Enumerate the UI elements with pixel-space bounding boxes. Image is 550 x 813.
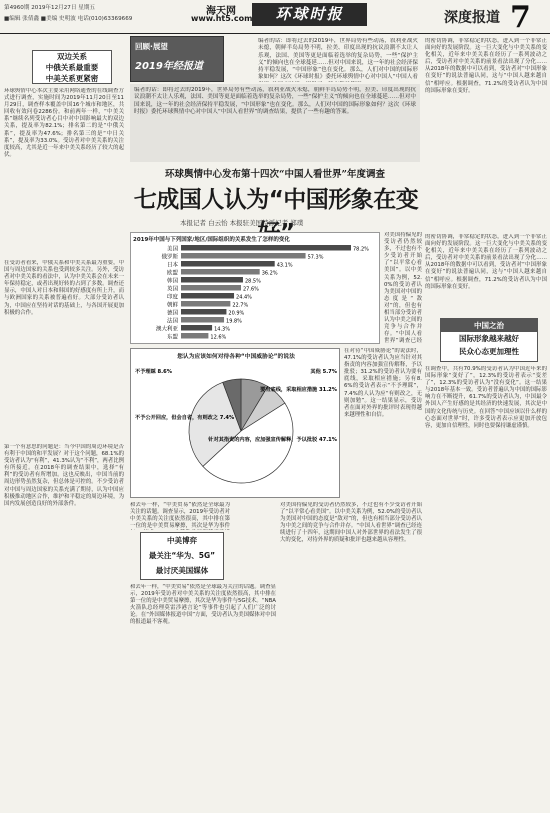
- bar-label: 朝鲜: [166, 302, 178, 309]
- bar-chart-svg: [131, 243, 381, 343]
- bar: [181, 261, 275, 267]
- bar-value-label: 24.4%: [236, 294, 252, 301]
- bar-value-label: 78.2%: [353, 246, 369, 253]
- issue-line: 第4960期 2019年12月27日 星期五: [4, 5, 96, 11]
- newspaper-header: [0, 0, 550, 34]
- bar-chart-title: 2019年中国与下列国家/地区/国际组织的关系发生了怎样的变化: [133, 237, 290, 243]
- pie-chart: [130, 348, 340, 498]
- bar: [181, 317, 224, 323]
- bilateral-box-title-3: 中美关系更紧密: [45, 74, 99, 83]
- bar-value-label: 20.9%: [228, 310, 245, 317]
- right-box-title-2: 国际形象越来越好: [459, 334, 519, 343]
- site-url: www.ht5.com: [191, 14, 253, 23]
- bar-label: 德国: [166, 310, 178, 317]
- bar-label: 法国: [166, 318, 178, 325]
- bilateral-box-title-2: 中俄关系最重要: [45, 63, 99, 72]
- retro-banner: [130, 36, 224, 82]
- left-lower-body: 第一个有意思的问题是：当今中国的周边环境是否有利于中国的和平发展？对于这个问题，68.1%的受访者认为“有利”，41.3%认为“不利”，两者比例有所接近。在2018年的调查结果中，选择“有利”的受访者有所增加。这也反映出，中国当前的周边形势虽然复杂，但总体是可控的。不少受访者对中国与周边国家的关系充满了期待，认为中国应积极推动地区合作，维护和平稳定的周边环境，为国内发展创造良好的外部条件。: [4, 444, 124, 507]
- left-column-body: 环球舆情中心本次主要采用网络通查的在线调查方式进行调查，实施时间为2019年11月20日至11月29日，调查样本覆盖中国16个城市和地区，共回收有效问卷2286份。和前两年一样，“中美关系”继续名列受访者心目中对中国影响最大的双边关系，提及率为82.1%；排名第二的是“中俄关系”，提及率为47.6%；排名第三的是“中日关系”，提及率为33.0%。受访者对中美关系的关注度较高，尤其是近一年来中美关系经历了较大的起伏。: [4, 88, 124, 158]
- bilateral-box-title-1: 双边关系: [57, 52, 87, 61]
- right-box-title-1: 中国之治: [441, 319, 537, 332]
- bar-value-label: 36.2%: [261, 270, 278, 277]
- bar: [181, 245, 351, 251]
- bar-value-label: 12.6%: [210, 334, 227, 341]
- right-upper-body: 的密切协调，非常稳定的状态，进入到一个非常正面向好的发展阶段。这一巨大变化与中美关系的变化相关，近年来中美关系在经历了一系列波动之后，受访者对中美关系的前景看法出现了分化……从2018年的数据中可以看到，受访者对“中国形象在变好”的说法普遍认同，这与“中国人越来越自信”相呼应。根据调查，71.2%的受访者认为中国的国际形象在变好。: [425, 38, 547, 94]
- editor-note-top: 编者的话：即将过去的2019年，世界局势有些动荡，叙利亚战火未熄，朝鲜半岛局势不明，拉美、印度出现的抗议浪潮不太让人乐观，法国、美国等更是面临着选举的复杂局势，一些“保护主义”的倾向也在全球蔓延……但对中国来说，这一年的社会经济保持平稳发展，“中国形象”也在变化。那么，人们对中国的国际形象如何？这次《环球时报》委托环球舆情中心对中国人“中国人看: [258, 38, 418, 81]
- center-lower-body: 对美国持偏见的受访者仍然较多，不过也有不少受访者开始了“以平常心看美国”。以中美关系为例，52.0%的受访者认为美国对中国的态度是“敌对”的，但也有相当部分受访者认为中美之间的竞争与合作并存。“中国人看世界”调查已经连续进行了十四年，这期间中国人对外部世界的看法发生了很大的变化，对待外界的质疑和批评也越来越从容理性。: [280, 502, 422, 544]
- bar-value-label: 28.5%: [244, 278, 261, 285]
- center-body-2: 在对待“中国威胁论”的说法时，47.1%的受访者认为应当针对其指责的内容加强宣传解释，予以批驳；31.2%的受访者认为要有底线，采取相应措施；另有8.6%的受访者表示“不予理睬”，7.4%的人认为应“有则改之，无则加勉”。这一结果显示，受访者在面对外界的批评时表现得越来越理性和自信。: [344, 348, 422, 418]
- page-number: 7: [510, 0, 531, 35]
- bar: [181, 293, 234, 299]
- sino-us-box-title-2: 最关注“华为、5G”: [148, 551, 216, 560]
- mid-lower-body: 和去年一样，“中美贸易”依然是全球最为关注的话题。调查显示，2019年受访者对中美关系的关注度依然很高，其中排在第一位的是中美贸易摩擦，其次是华为事件与5G技术。“NBA火箭队总经理莫雷涉港言论”等事件也引起了人们广泛的讨论。在“外国媒体报道中国”方面，受访者认为美国媒体对中国的报道最不客观。: [130, 584, 276, 626]
- right-feature-box: [440, 318, 538, 362]
- bar-label: 日本: [166, 262, 178, 269]
- headline-kicker: 环球舆情中心发布第十四次“中国人看世界”年度调查: [165, 169, 385, 180]
- retro-label: 回顾·展望: [135, 42, 168, 51]
- pie-label: 不予理睬 8.6%: [135, 369, 172, 375]
- left-column-body-2: 在受访者看来，中俄关系和中美关系最为重要，中国与周边国家的关系也受到较多关注。另外，受访者对中美关系的看法中，认为中美关系会在未来一年保持稳定，或者出现好转的占到了多数。调查还显示，中国人对日本和韩国的好感度有所上升，而与欧洲国家的关系被普遍看好。大部分受访者认为，中国应在坚持对话的基础上，与各国开展更加积极的合作。: [4, 260, 124, 316]
- byline: 本报记者 白云怡 本报驻美国特派记者 郑璞: [180, 219, 304, 227]
- retro-year-title: 2019年经报道: [135, 61, 203, 72]
- editor-note-body: 编者的话：即将过去的2019年，世界局势有些动荡，叙利亚战火未熄，朝鲜半岛局势不明，拉美、印度出现的抗议浪潮不太让人乐观，法国、美国等更是面临着选举的复杂局势，一些“保护主义”的倾向也在全球蔓延……但对中国来说，这一年的社会经济保持平稳发展，“中国形象”也在变化。那么，人们对中国的国际形象如何？这次《环球时报》委托环球舆情中心对中国人“中国人看世界”的调查结果，提供了一些有趣的答案。: [134, 87, 416, 116]
- bar: [181, 333, 208, 339]
- sino-us-box: [140, 532, 224, 580]
- bar-value-label: 22.7%: [232, 302, 249, 309]
- sino-us-box-title-1: 中美博弈: [167, 536, 197, 545]
- bar: [181, 269, 260, 275]
- pie-chart-svg: [131, 361, 341, 497]
- mid-upper-body: 和去年一样，“中美贸易”依然是全球最为关注的话题。调查显示，2019年受访者对中美关系的关注度依然很高，其中排在第一位的是中美贸易摩擦，其次是华为事件: [130, 502, 230, 530]
- bar-label: 韩国: [166, 278, 178, 285]
- bar-label: 美国: [166, 246, 178, 253]
- bar-value-label: 19.8%: [226, 318, 242, 325]
- bar-label: 澳大利亚: [155, 326, 178, 333]
- center-right-body: 对美国持偏见的受访者仍然较多，不过也有不少受访者开始了“以平常心看美国”。以中美关系为例，52.0%的受访者认为美国对中国的态度是“敌对”的，但也有相当部分受访者认为中美之间的竞争与合作并存。“中国人看世界”调查已经: [384, 232, 422, 344]
- bar: [181, 277, 243, 283]
- bar-value-label: 27.6%: [243, 286, 259, 293]
- bar-label: 欧盟: [166, 270, 178, 277]
- bar-value-label: 14.3%: [214, 326, 230, 333]
- bar-chart: [130, 232, 380, 344]
- pie-label: 要有底线，采取相应措施 31.2%: [260, 387, 337, 393]
- site-name: 海天网: [206, 6, 236, 17]
- pie-label: 不予公开回应，但会自省，有则改之 7.4%: [135, 415, 235, 421]
- bar-value-label: 43.1%: [276, 262, 293, 269]
- bar: [181, 325, 212, 331]
- bar: [181, 301, 230, 307]
- right-lower-body: 在调查中，共有70.9%的受访者认为中国近年来的国际形象“变好了”，12.3%的受访者表示“变差了”，12.3%的受访者认为“没有变化”。这一结果与2018年基本一致。受访者普遍认为中国的国际影响力在不断提升，61.7%的受访者认为，中国最令外国人产生好感的是其经济的快速发展，其次是中国的文化传统与历史。在回答“中国应该以什么样的心态面对世界”时，许多受访者表示应更加开放包容，更加自信理性，同时也要保持谦虚谨慎。: [425, 366, 547, 429]
- bar-label: 印度: [166, 294, 178, 301]
- staff-line: ■编辑 张倩鑫 ■美编 史明波 电话(010)63369669: [4, 16, 133, 22]
- bar: [181, 253, 306, 259]
- bar: [181, 285, 241, 291]
- headline-title: 七成国人认为“中国形象在变: [133, 187, 419, 213]
- section-title: 深度报道: [444, 10, 500, 26]
- right-box-title-3: 民众心态更加理性: [459, 347, 519, 356]
- right-mid-body: 的密切协调，非常稳定的状态，进入到一个非常正面向好的发展阶段。这一巨大变化与中美关系的变化相关，近年来中美关系在经历了一系列波动之后，受访者对中美关系的前景看法出现了分化……从2018年的数据中可以看到，受访者对“中国形象在变好”的说法普遍认同，这与“中国人越来越自信”相呼应。根据调查，71.2%的受访者认为中国的国际形象在变好。: [425, 234, 547, 290]
- pie-chart-title: 您认为应该如何对待各种“中国威胁论”的说法: [177, 354, 295, 360]
- pie-label: 其他 5.7%: [310, 369, 337, 375]
- bilateral-box: [32, 50, 112, 84]
- sino-us-box-title-3: 最讨厌美国媒体: [155, 566, 209, 575]
- bar-value-label: 57.3%: [307, 254, 324, 261]
- bar-label: 俄罗斯: [161, 254, 178, 261]
- pie-label: 针对其指责的内容，应加强宣传解释，予以批驳 47.1%: [208, 437, 337, 443]
- editor-note: [130, 84, 420, 162]
- bar: [181, 309, 226, 315]
- bar-label: 东盟: [166, 334, 178, 341]
- bar-label: 英国: [166, 286, 178, 293]
- newspaper-logo: 环球时报: [252, 3, 367, 26]
